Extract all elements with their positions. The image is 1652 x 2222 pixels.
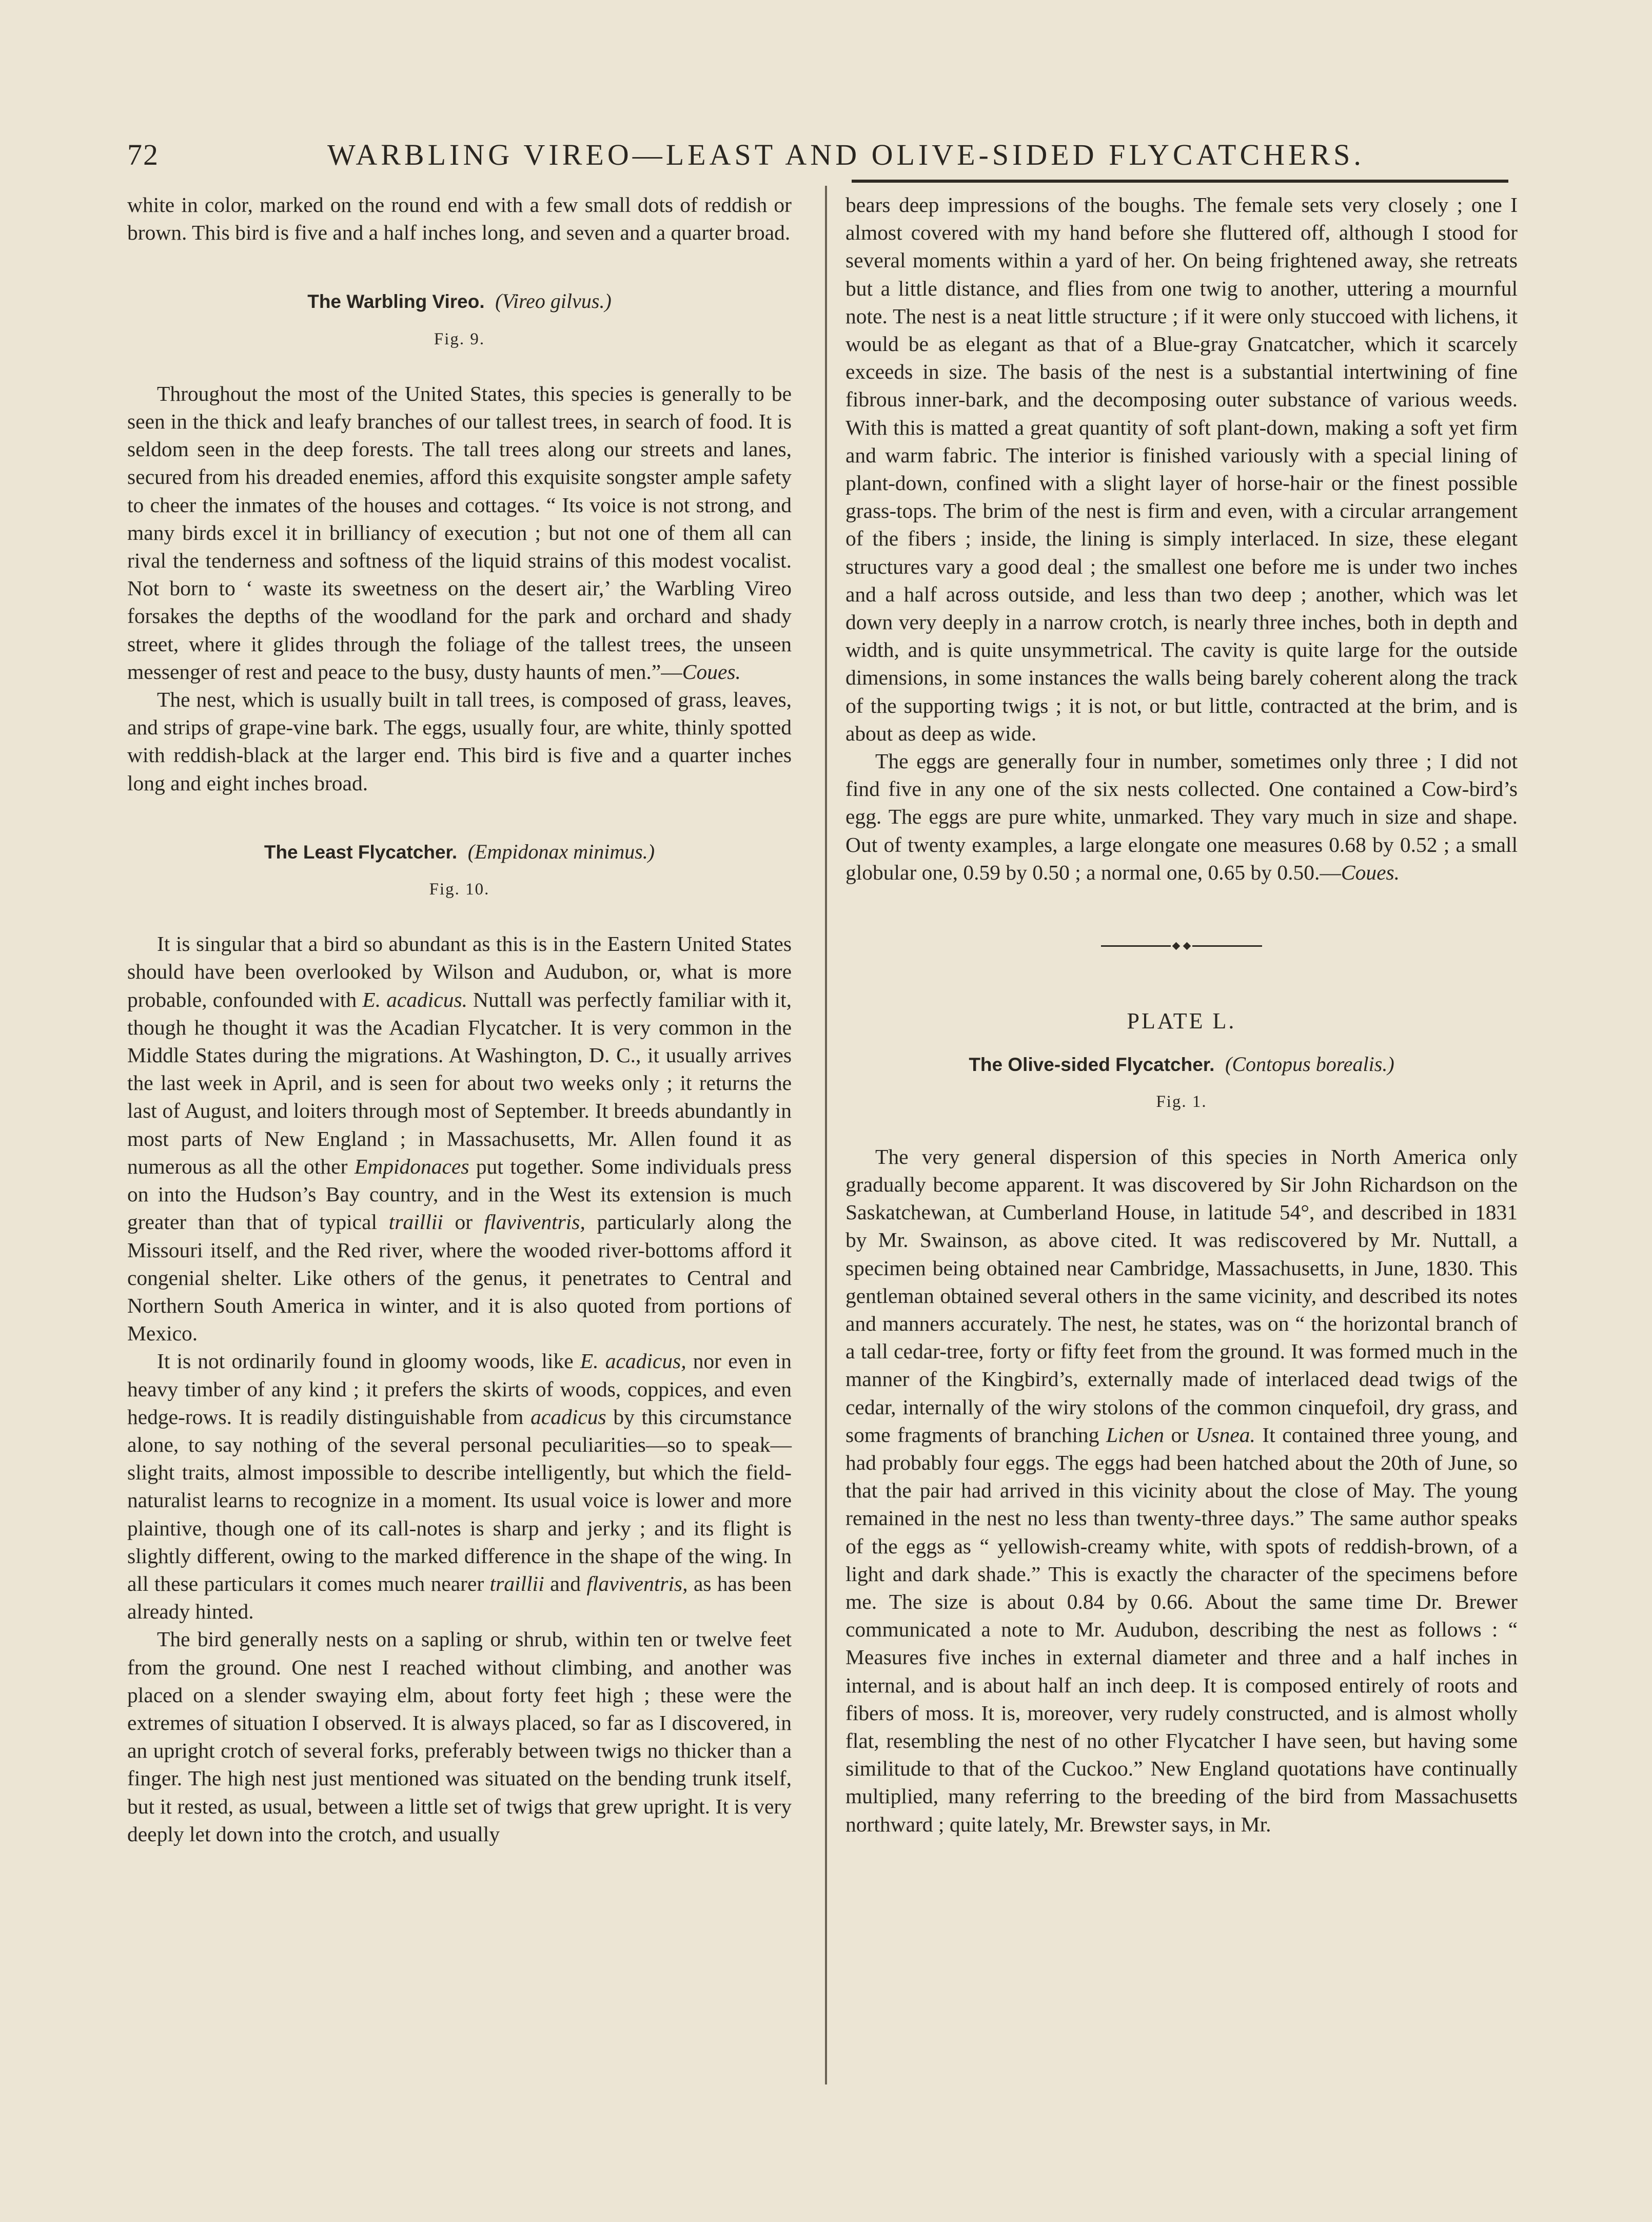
section-heading-least-flycatcher xyxy=(127,838,792,866)
italic-text: flaviventris, xyxy=(586,1571,688,1595)
text: or xyxy=(1164,1422,1196,1447)
figure-reference: Fig. 9. xyxy=(434,329,485,348)
heading-title: The Warbling Vireo. xyxy=(307,291,485,313)
paragraph xyxy=(127,1347,792,1625)
ornament-diamond xyxy=(1183,942,1191,950)
text: It is singular that a bird so abundant as this is in the Eastern United States should have been overlooked by Wilson and Audubon, or, what is more probable, confounded with xyxy=(127,932,792,1011)
italic-text: Lichen xyxy=(1106,1422,1164,1447)
ornament-diamond xyxy=(1172,942,1181,950)
section-heading-warbling-vireo xyxy=(127,287,792,316)
paragraph: The bird generally nests on a sapling or shrub, within ten or twelve feet from the ground. One nest I reached without climbing, and another was placed on a slender swaying elm, about forty feet high ; these were the extremes of situation I observed. It is always placed, so far as I discovered, in an upright crotch of several forks, preferably between twigs no thicker than a finger. The high nest just mentioned was situated on the bending trunk itself, but it rested, as usual, between a little set of twigs that grew upright. It is very deeply let down into the crotch, and usually xyxy=(127,1627,792,1846)
paragraph xyxy=(845,747,1518,886)
text: or xyxy=(443,1210,484,1234)
paragraph xyxy=(127,380,792,686)
column-divider xyxy=(825,186,827,2084)
continued-paragraph: bears deep impressions of the boughs. The female sets very closely ; one I almost covered with my hand before she fluttered off, although I stood for several moments within a yard of her. On being frightened away, she retreats but a little distance, and flies from one twig to another, uttering a mournful note. The nest is a neat little structure ; if it were only stuccoed with lichens, it would be as elegant as that of a Blue-gray Gnatcatcher, which it scarcely exceeds in size. The basis of the nest is a substantial intertwining of fine fibrous inner-bark, and the decomposing outer substance of various weeds. With this is matted a great quantity of soft plant-down, making a soft yet firm and warm fabric. The interior is finished variously with a special lining of plant-down, confined with a slight layer of horse-hair or the finest possible grass-tops. The brim of the nest is firm and even, with a circular arrangement of the fibers ; inside, the lining is simply interlaced. In size, these elegant structures vary a good deal ; the smallest one before me is under two inches and a half across outside, and less than two deep ; another, which was let down very deeply in a narrow crotch, is nearly three inches, both in depth and width, and is quite unsymmetrical. The cavity is quite large for the outside dimensions, in some instances the walls being barely coherent along the track of the supporting twigs ; it is not, or but little, contracted at the brim, and is about as deep as wide. xyxy=(845,193,1518,745)
ornament-line xyxy=(1101,945,1171,947)
plate-label: PLATE L. xyxy=(1127,1008,1236,1034)
italic-text: Usnea. xyxy=(1195,1422,1255,1447)
paragraph xyxy=(845,1143,1518,1838)
running-title: WARBLING VIREO—LEAST AND OLIVE-SIDED FLYCATCHERS. xyxy=(327,138,1365,171)
continued-paragraph: white in color, marked on the round end with a few small dots of reddish or brown. This bird is five and a half inches long, and seven and a quarter broad. xyxy=(127,193,792,245)
attribution: Coues. xyxy=(682,659,741,684)
header-rule xyxy=(852,180,1508,183)
scientific-name: (Empidonax minimus.) xyxy=(467,840,655,863)
page-number: 72 xyxy=(127,138,159,171)
paragraph-text: The eggs are generally four in number, sometimes only three ; I did not find five in any one of the six nests collected. One contained a Cow-bird’s egg. The eggs are pure white, unmarked. They vary much in size and shape. Out of twenty examples, a large elongate one measures 0.68 by 0.52 ; a small globular one, 0.59 by 0.50 ; a normal one, 0.65 by 0.50.— xyxy=(845,749,1518,884)
text: It contained three young, and had probably four eggs. The eggs had been hatched about the 20th of June, so that the pair had arrived in this vicinity about the close of May. The young remained in the nest no less than twenty-three days.” The same author speaks of the eggs as “ yellowish-creamy white, with spots of reddish-brown, of a light and dark shade.” This is exactly the character of the specimens before me. The size is about 0.84 by 0.66. About the same time Dr. Brewer communicated a note to Mr. Audubon, describing the nest as follows : “ Measures five inches in external diameter and three and a half inches in internal, and is about half an inch deep. It is composed entirely of roots and fibers of moss. It is, moreover, very rudely constructed, and is almost wholly flat, resembling the nest of no other Flycatcher I have seen, but having some similitude to that of the Cuckoo.” New England quotations have continually multiplied, many referring to the breeding of the bird from Massachusetts northward ; quite lately, Mr. Brewster says, in Mr. xyxy=(845,1422,1518,1836)
heading-title: The Least Flycatcher. xyxy=(264,841,458,863)
text: as has been already hinted. xyxy=(127,1571,792,1624)
scientific-name: (Vireo gilvus.) xyxy=(495,289,612,313)
italic-text: traillii xyxy=(489,1571,544,1595)
paragraph-text: Throughout the most of the United States, this species is generally to be seen in the thick and leafy branches of our tallest trees, in search of food. It is seldom seen in the deep forests. The tall trees along our streets and lanes, secured from his dreaded enemies, afford this exquisite songster ample safety to cheer the inmates of the houses and cottages. “ Its voice is not strong, and many birds excel it in brilliancy of execution ; but not one of them all can rival the tenderness and softness of the liquid strains of this modest vocalist. Not born to ‘ waste its sweetness on the desert air,’ the Warbling Vireo forsakes the depths of the woodland for the park and orchard and shady street, where it glides through the foliage of the tallest trees, the unseen messenger of rest and peace to the busy, dusty haunts of men.”— xyxy=(127,381,792,684)
right-column xyxy=(845,191,1518,1838)
section-ornament xyxy=(845,941,1518,951)
italic-text: flaviventris, xyxy=(484,1210,585,1234)
text: nor even in heavy timber of any kind ; it prefers the skirts of woods, coppices, and even hedge-rows. It is readily distinguishable from xyxy=(127,1349,792,1429)
text: particularly along the Missouri itself, and the Red river, where the wooded river-bottoms afford it congenial shelter. Like others of the genus, it penetrates to Central and Northern South America in winter, and it is also quoted from portions of Mexico. xyxy=(127,1210,792,1346)
text: The very general dispersion of this species in North America only gradually become apparent. It was discovered by Sir John Richardson on the Saskatchewan, at Cumberland House, in latitude 54°, and described in 1831 by Mr. Swainson, as above cited. It was rediscovered by Mr. Nuttall, a specimen being obtained near Cambridge, Massachusetts, in June, 1830. This gentleman obtained several others in the same vicinity, and described its notes and manners accurately. The nest, he states, was on “ the horizontal branch of a tall cedar-tree, forty or fifty feet from the ground. It was formed much in the manner of the Kingbird’s, externally made of interlaced dead twigs of the cedar, internally of the wiry stolons of the common cinquefoil, dry grass, and some fragments of branching xyxy=(845,1144,1518,1447)
section-heading-olive-sided-flycatcher xyxy=(845,1050,1518,1079)
ornament-line xyxy=(1192,945,1262,947)
scientific-name: (Contopus borealis.) xyxy=(1225,1052,1394,1076)
text: put together. Some individuals press on into the Hudson’s Bay country, and in the West its extension is much greater than that of typical xyxy=(127,1154,792,1234)
attribution: Coues. xyxy=(1341,860,1400,884)
italic-text: traillii xyxy=(388,1210,443,1234)
figure-reference: Fig. 1. xyxy=(1156,1093,1207,1112)
text: It is not ordinarily found in gloomy woods, like xyxy=(157,1349,580,1373)
italic-text: E. acadicus, xyxy=(580,1349,686,1373)
text: Nuttall was perfectly familiar with it, though he thought it was the Acadian Flycatcher. It is very common in the Middle States during the migrations. At Washington, D. C., it usually arrives the last week in April, and is seen for about two weeks only ; it returns the last of August, and loiters through most of September. It breeds abundantly in most parts of New England ; in Massachusetts, Mr. Allen found it as numerous as all the other xyxy=(127,987,792,1178)
paragraph: The nest, which is usually built in tall trees, is composed of grass, leaves, and strips of grape-vine bark. The eggs, usually four, are white, thinly spotted with reddish-black at the larger end. This bird is five and a quarter inches long and eight inches broad. xyxy=(127,688,792,795)
heading-title: The Olive-sided Flycatcher. xyxy=(969,1054,1215,1076)
left-column xyxy=(127,191,792,1848)
text: and xyxy=(544,1571,587,1595)
page-header xyxy=(127,138,1500,180)
paragraph xyxy=(127,930,792,1347)
figure-reference: Fig. 10. xyxy=(429,880,490,899)
italic-text: Empidonaces xyxy=(354,1154,469,1178)
text: by this circumstance alone, to say nothing of the several personal peculiarities—so to speak—slight traits, almost impossible to describe intelligently, but which the field-naturalist learns to recognize in a moment. Its usual voice is lower and more plaintive, though one of its call-notes is sharp and jerky ; and its flight is slightly different, owing to the marked difference in the shape of the wing. In all these particulars it comes much nearer xyxy=(127,1405,792,1595)
italic-text: E. acadicus. xyxy=(362,987,467,1011)
italic-text: acadicus xyxy=(530,1405,606,1429)
